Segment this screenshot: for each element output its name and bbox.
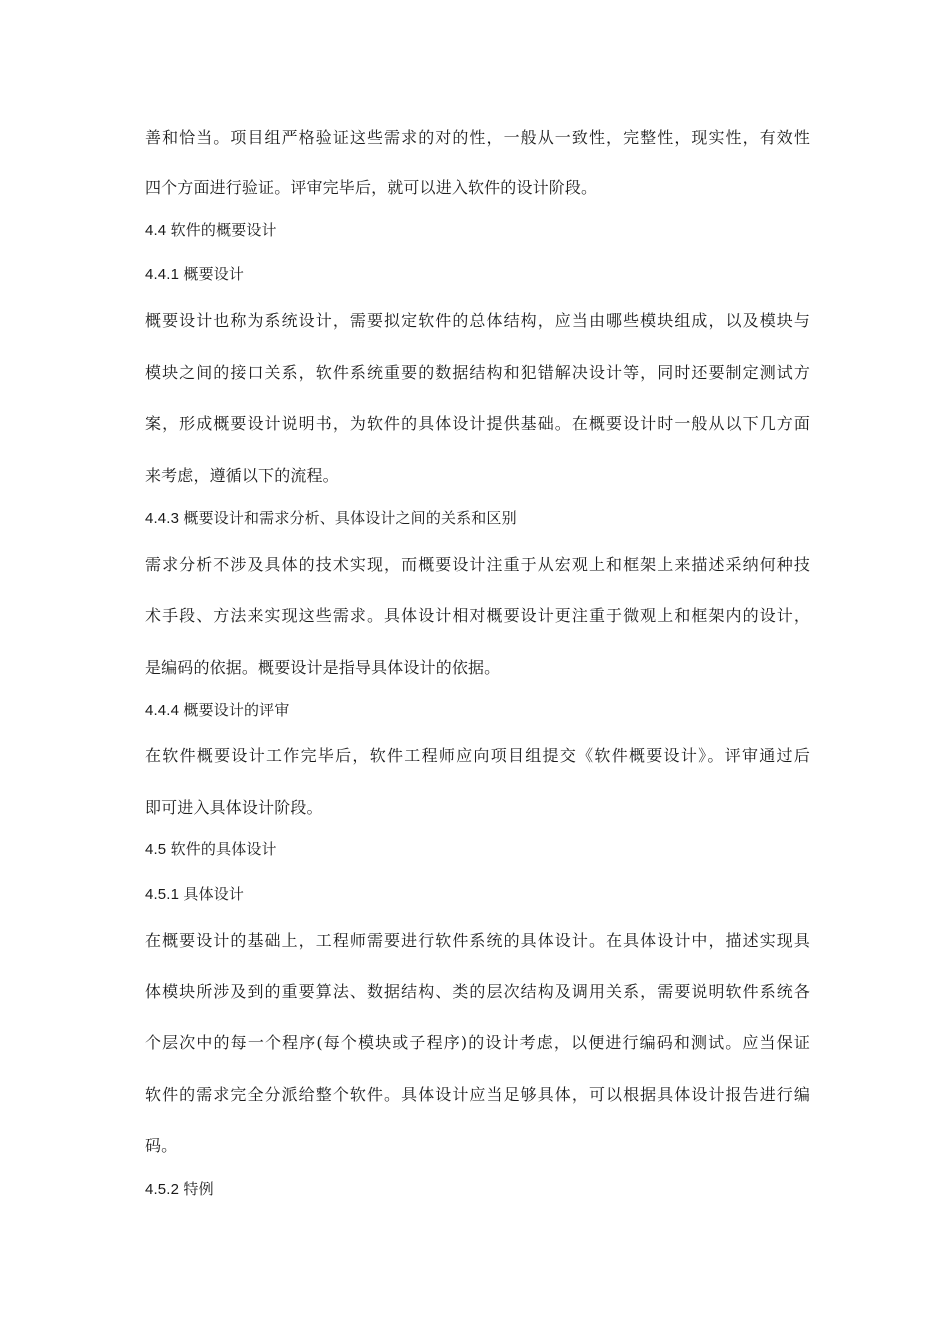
paragraph-line: 四个方面进行验证。评审完毕后，就可以进入软件的设计阶段。: [145, 178, 598, 197]
paragraph-line: 即可进入具体设计阶段。: [145, 798, 323, 817]
subsection-heading: 4.4.4 概要设计的评审: [145, 702, 290, 719]
subsection-heading: 4.4.1 概要设计: [145, 266, 245, 283]
paragraph-line: 体模块所涉及到的重要算法、数据结构、类的层次结构及调用关系，需要说明软件系统各: [145, 982, 810, 1001]
paragraph-line: 需求分析不涉及具体的技术实现，而概要设计注重于从宏观上和框架上来描述采纳何种技: [145, 555, 810, 574]
paragraph-line: 来考虑，遵循以下的流程。: [145, 466, 339, 485]
section-heading: 4.5 软件的具体设计: [145, 841, 277, 858]
paragraph-line: 案，形成概要设计说明书，为软件的具体设计提供基础。在概要设计时一般从以下几方面: [145, 414, 810, 433]
paragraph-line: 软件的需求完全分派给整个软件。具体设计应当足够具体，可以根据具体设计报告进行编: [145, 1085, 810, 1104]
paragraph-line: 在软件概要设计工作完毕后，软件工程师应向项目组提交《软件概要设计》。评审通过后: [145, 746, 810, 765]
subsection-heading: 4.5.1 具体设计: [145, 886, 245, 903]
paragraph-line: 概要设计也称为系统设计，需要拟定软件的总体结构，应当由哪些模块组成，以及模块与: [145, 311, 810, 330]
section-heading: 4.4 软件的概要设计: [145, 222, 277, 239]
paragraph-line: 个层次中的每一个程序(每个模块或子程序)的设计考虑，以便进行编码和测试。应当保证: [145, 1033, 810, 1052]
paragraph-line: 模块之间的接口关系，软件系统重要的数据结构和犯错解决设计等，同时还要制定测试方: [145, 363, 810, 382]
subsection-heading: 4.5.2 特例: [145, 1181, 214, 1198]
paragraph-line: 善和恰当。项目组严格验证这些需求的对的性，一般从一致性，完整性，现实性，有效性: [145, 128, 810, 147]
subsection-heading: 4.4.3 概要设计和需求分析、具体设计之间的关系和区别: [145, 510, 517, 527]
paragraph-line: 是编码的依据。概要设计是指导具体设计的依据。: [145, 658, 501, 677]
paragraph-line: 术手段、方法来实现这些需求。具体设计相对概要设计更注重于微观上和框架内的设计，: [145, 606, 810, 625]
paragraph-line: 在概要设计的基础上，工程师需要进行软件系统的具体设计。在具体设计中，描述实现具: [145, 931, 810, 950]
paragraph-line: 码。: [145, 1136, 178, 1155]
